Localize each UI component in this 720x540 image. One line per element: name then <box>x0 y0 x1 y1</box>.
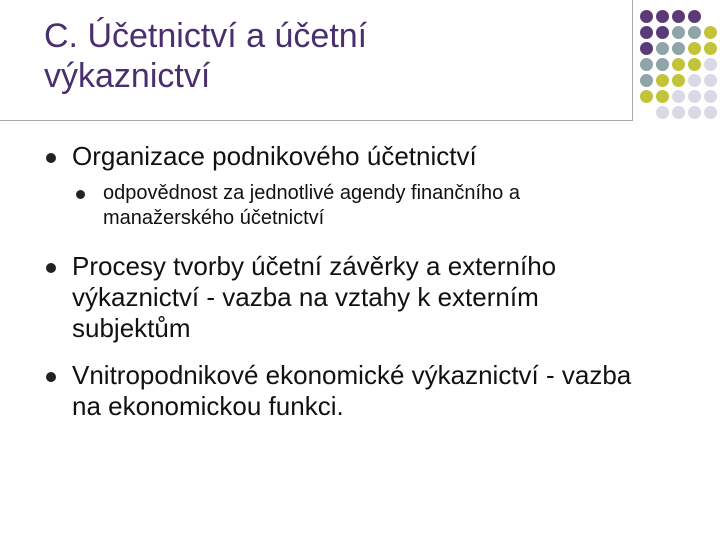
bullet-line: Organizace podnikového účetnictví <box>72 141 477 171</box>
bullet-dot <box>46 372 56 382</box>
bullet-text <box>72 141 477 172</box>
bullet-dot <box>46 153 56 163</box>
bullet-dot <box>46 263 56 273</box>
bullet-line: Vnitropodnikové ekonomické výkaznictví - vazba <box>72 360 632 390</box>
title-line-1: C. Účetnictví a účetní <box>44 17 368 55</box>
bullet-line: výkaznictví - vazba na vztahy k externím <box>72 282 539 312</box>
bullet-text <box>72 251 556 344</box>
bullet-line: subjektům <box>72 313 191 343</box>
bullet-text <box>72 360 631 422</box>
bullet-line: Procesy tvorby účetní závěrky a externího <box>72 251 557 281</box>
title-line-2: výkaznictví <box>44 57 211 95</box>
sub-bullet-text <box>103 181 520 231</box>
bullet-line: odpovědnost za jednotlivé agendy finančního a <box>103 182 520 204</box>
sub-bullet-dot <box>76 190 85 199</box>
bullet-line: manažerského účetnictví <box>103 207 325 229</box>
bullet-line: na ekonomickou funkci. <box>72 391 344 421</box>
